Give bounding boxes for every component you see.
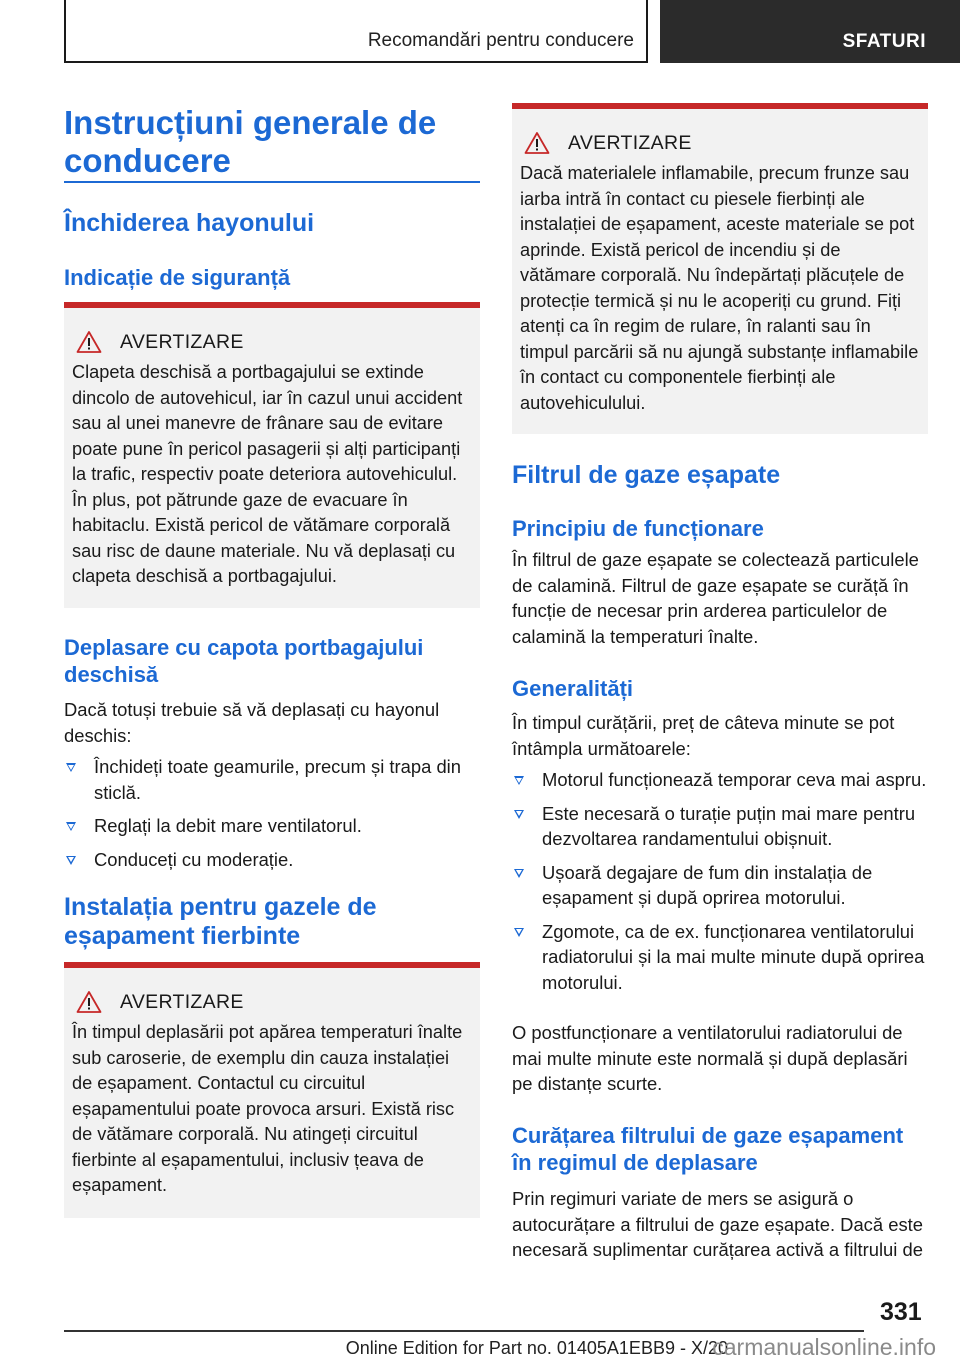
heading-principle: Principiu de funcționare [512, 516, 764, 541]
principle-text: În filtrul de gaze eșapate se colectează particulele de calamină. Filtrul de gaze eșapate se curăță în funcție de necesar prin arderea particulelor de calamină la temperaturi înalte. [512, 549, 919, 647]
warning-text: Clapeta deschisă a portbagajului se extinde dincolo de autovehicul, iar în cazul unui accident sau al unei manevre de frânare sau de evitare poate pune în pericol pasagerii și alți participanți la trafic, respectiv poate deteriora autovehiculul. În plus, pot pătrunde gaze de evacuare în habitaclu. Există pericol de vătămare corporală sau risc de daune materiale. Nu vă deplasați cu clapeta deschisă a portbagajului. [72, 362, 463, 586]
cleaning-text: Prin regimuri variate de mers se asigură o autocurățare a filtrului de gaze eșapate. Dacă este necesară suplimentar curățarea activă a filtrului de [512, 1188, 923, 1260]
bullet-triangle-icon [66, 856, 76, 865]
list-item: Reglați la debit mare ventilatorul. [64, 813, 480, 839]
bullet-triangle-icon [514, 928, 524, 937]
list-item: Zgomote, ca de ex. funcționarea ventilatorului radiatorului și la mai multe minute după oprirea motorului. [512, 919, 928, 996]
general-outro: O postfuncționare a ventilatorului radiatorului de mai multe minute este normală și după deplasări pe distanțe scurte. [512, 1022, 908, 1094]
warning-text: Dacă materialele inflamabile, precum frunze sau iarba intră în contact cu piesele fierbinți ale instalației de eșapament, aceste materiale se pot aprinde. Există pericol de incendiu și de vătămare corporală. Nu îndepărtați plăcuțele de protecție termică și nu le acoperiți cu grund. Fiți atenți ca în regim de rulare, în ralanti sau în timpul parcării să nu ajungă substanțe inflamabile în contact cu componentele fierbinți ale autovehiculului. [520, 163, 919, 413]
heading-driving-open: Deplasare cu capota portbagajului deschisă [64, 635, 424, 687]
page-number: 331 [880, 1298, 922, 1326]
heading-general: Generalități [512, 676, 634, 701]
header-box [64, 0, 648, 63]
driving-intro: Dacă totuși trebuie să vă deplasați cu hayonul deschis: [64, 699, 440, 746]
list-item: Închideți toate geamurile, precum și trapa din sticlă. [64, 754, 480, 805]
general-list [512, 767, 928, 1003]
warning-box-tailgate [64, 302, 480, 608]
heading-exhaust: Instalația pentru gazele de eșapament fierbinte [64, 893, 377, 950]
warning-triangle-icon [524, 131, 550, 155]
warning-title: AVERTIZARE [568, 131, 692, 154]
footer-rule [64, 1330, 864, 1332]
watermark: carmanualsonline.info [712, 1334, 936, 1360]
list-item: Motorul funcționează temporar ceva mai aspru. [512, 767, 928, 793]
general-intro: În timpul curățării, preț de câteva minute se pot întâmpla următoarele: [512, 712, 895, 759]
edition-text: Online Edition for Part no. 01405A1EBB9 - X/20 [345, 1338, 728, 1358]
chapter-tab-label: SFATURI [842, 31, 926, 52]
warning-box-exhaust [64, 962, 480, 1218]
warning-triangle-icon [76, 990, 102, 1014]
warning-triangle-icon [76, 330, 102, 354]
section-title: Recomandări pentru conducere [367, 30, 634, 51]
heading-filter: Filtrul de gaze eșapate [512, 461, 781, 489]
heading-cleaning: Curățarea filtrului de gaze eșapament în regimul de deplasare [512, 1123, 904, 1175]
warning-title: AVERTIZARE [120, 990, 244, 1013]
bullet-triangle-icon [514, 869, 524, 878]
heading-safety: Indicație de siguranță [64, 265, 291, 290]
heading-tailgate: Închiderea hayonului [64, 209, 315, 237]
bullet-triangle-icon [514, 810, 524, 819]
list-item: Conduceți cu moderație. [64, 847, 480, 873]
title-rule [64, 181, 480, 183]
list-item: Este necesară o turație puțin mai mare pentru dezvoltarea randamentului obișnuit. [512, 801, 928, 852]
warning-text: În timpul deplasării pot apărea temperaturi înalte sub caroserie, de exemplu din cauza instalației de eșapament. Contactul cu circuitul eșapamentului poate provoca arsuri. Există risc de vătămare corporală. Nu atingeți circuitul fierbinte al eșapamentului, inclusiv țeava de eșapament. [72, 1022, 463, 1195]
driving-list [64, 754, 480, 880]
list-item: Ușoară degajare de fum din instalația de eșapament și după oprirea motorului. [512, 860, 928, 911]
bullet-triangle-icon [66, 822, 76, 831]
bullet-triangle-icon [514, 776, 524, 785]
page-title: Instrucțiuni generale de conducere [64, 104, 437, 179]
bullet-triangle-icon [66, 763, 76, 772]
warning-title: AVERTIZARE [120, 330, 244, 353]
warning-box-flammable [512, 103, 928, 434]
chapter-tab [660, 0, 960, 63]
